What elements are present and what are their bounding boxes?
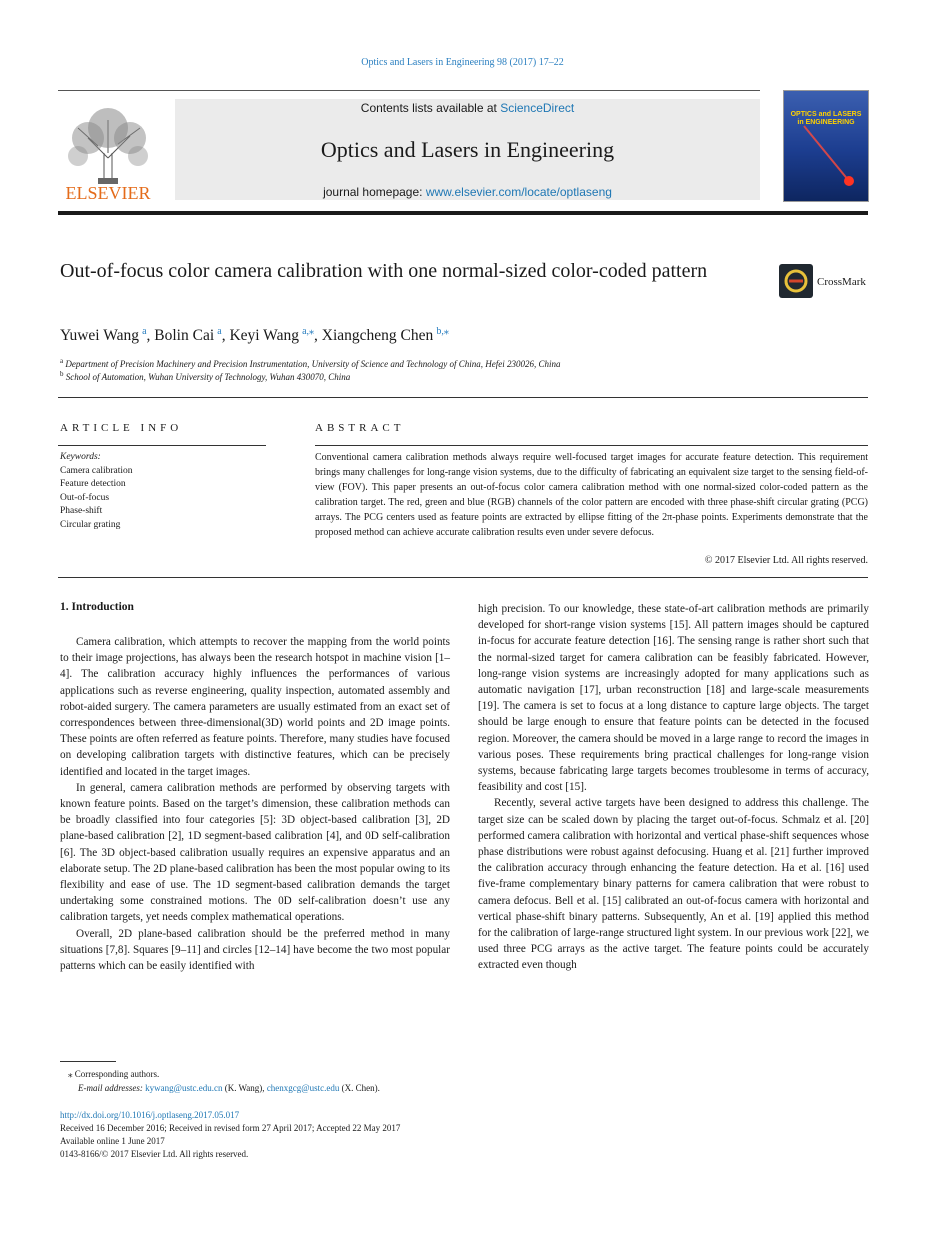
author[interactable] [60,327,147,344]
corresponding-note: ⁎ Corresponding authors. [68,1069,160,1079]
keyword: Camera calibration [60,465,133,476]
affiliation [60,357,561,369]
homepage-line [175,185,760,199]
abstract-text: Conventional camera calibration methods always require well-focused target images for accurate feature detection. This requirement brings many challenges for long-range vision systems, due to the difficulty of fabricating an equivalent size target to the sensing field-of-view (FOV). This paper presents an out-of-focus color camera calibration method with one normal-sized color-coded pattern as the calibration target. The red, green and blue (RGB) channels of the color pattern are encoded with three phase-shift circular grating (PCG) arrays. The PCG centers used as feature points are extracted by ellipse fitting of the 2π-phase points. Experiments demonstrate that the proposed method can achieve accurate calibration results even under severe defocus. [315,452,868,538]
homepage-prefix: journal homepage: [323,185,426,199]
elsevier-tree-icon [58,98,158,204]
title-block-rule [58,397,868,398]
contents-line [175,101,760,115]
keyword: Circular grating [60,519,121,530]
crossmark-icon [779,264,813,298]
homepage-link[interactable]: www.elsevier.com/locate/optlaseng [425,185,612,199]
issn-copyright: 0143-8166/© 2017 Elsevier Ltd. All rights reserved. [60,1149,249,1159]
affiliation [60,370,350,382]
affiliation-sup: a [60,357,64,365]
right-column [478,601,869,974]
body-paragraph: Recently, several active targets have been designed to address this challenge. The target size can be scaled down by placing the target out-of-focus. Schmalz et al. [20] performed camera calibration with horizontal and vertical phase-shift sequences whose phase distributions were robust against defocusing. Huang et al. [21] further improved the calibration accuracy through enhancing the feature detection. Ha et al. [16] used five-frame complementary binary patterns for camera calibration that were robust to camera defocus. Bell et al. [15] calibrated an out-of-focus camera with horizontal and vertical phase-shift binary patterns. Subsequently, An et al. [19] applied this method for the calibration of large-range structured light system. In our previous work [22], we used three PCG arrays as the active target. The feature points could be accurately extracted even though [478,797,869,972]
abstract-bottom-rule [58,577,868,578]
contents-prefix: Contents lists available at [360,101,501,115]
author-affil-sup[interactable]: b,⁎ [436,326,449,337]
doi-url[interactable]: http://dx.doi.org/10.1016/j.optlaseng.2017.05.017 [60,1110,240,1120]
author-affil-sup[interactable]: a,⁎ [302,326,315,337]
body-paragraph: high precision. To our knowledge, these state-of-art calibration methods are primarily developed for short-range vision systems [15]. All pattern images should be captured in-focus for accurate feature detection [16]. The sensing range is rather short such that the normal-sized target for camera calibration can be feasibly fabricated. However, long-range vision systems are increasingly adopted for many applications such as automatic navigation [17], urban reconstruction [18] and large-scale measurements [19]. The camera is set to focus at a long distance to capture large objects. The target should be large enough to ensure that feature points can be detected in the focused region. Moreover, the camera should be moved in a large range to record the images in various poses. These requirements bring practical challenges for long-range vision systems, because fabricating large targets becomes troublesome in terms of accuracy, feasibility and cost [15]. [478,603,869,794]
email-owner: (X. Chen). [339,1083,380,1093]
affiliation-text: Department of Precision Machinery and Precision Instrumentation, University of Science and Technology of China, Hefei 230026, China [65,359,561,369]
body-paragraph: Camera calibration, which attempts to recover the mapping from the world points to their image projections, has always been the research hotspot in machine vision [1–4]. The calibration accuracy highly influences the performances of various applications such as reverse engineering, quality inspection, automated assembly and robot-aided surgery. The camera parameters are usually estimated from an exact set of correspondences between three-dimensional(3D) world points and 2D image points. These points are often referred as feature points. Therefore, many studies have focused on developing calibration targets with distinctive features, which can be precisely identified and located in the target images. [60,636,450,778]
abstract-heading: ABSTRACT [315,422,405,434]
journal-citation[interactable]: Optics and Lasers in Engineering 98 (2017) 17–22 [361,57,564,68]
email-owner: (K. Wang), [222,1083,267,1093]
cover-laser-icon [784,91,868,201]
publisher-name: ELSEVIER [65,183,151,203]
abstract-copyright: © 2017 Elsevier Ltd. All rights reserved. [704,555,868,566]
header-bottom-rule [58,211,868,215]
paper-title: Out-of-focus color camera calibration with one normal-sized color-coded pattern [60,260,708,282]
body-paragraph: Overall, 2D plane-based calibration should be the preferred method in many situations [7,8]. Squares [9–11] and circles [12–14] have become the two most popular patterns which can be easily identified with [60,927,450,973]
crossmark-badge[interactable] [779,264,869,298]
author[interactable] [322,327,449,344]
header-top-rule [58,90,760,91]
keyword: Feature detection [60,479,126,489]
section-heading-introduction: 1. Introduction [60,601,134,613]
author-name: Xiangcheng Chen [321,327,434,345]
email-link[interactable]: kywang@ustc.edu.cn [145,1083,223,1093]
sciencedirect-link[interactable]: ScienceDirect [500,101,575,115]
affiliation-text: School of Automation, Wuhan University of Technology, Wuhan 430070, China [65,372,351,382]
crossmark-label: CrossMark [817,276,866,288]
available-online: Available online 1 June 2017 [60,1136,165,1146]
received-dates: Received 16 December 2016; Received in revised form 27 April 2017; Accepted 22 May 2017 [60,1123,401,1133]
keyword: Phase-shift [60,506,103,516]
email-link[interactable]: chenxgcg@ustc.edu [266,1083,340,1093]
author[interactable] [229,327,314,344]
footnote-rule [60,1061,116,1062]
body-paragraph: In general, camera calibration methods are performed by observing targets with known feature points. Based on the target’s dimension, these calibration methods can be broadly classified into four categories [5]: 3D object-based calibration [3], 2D plane-based calibration [2], 1D segment-based calibration [4], and 0D self-calibration [6]. The 3D object-based calibration usually requires an expensive apparatus and an elaborate setup. The 2D plane-based calibration has been the most popular owing to its flexibility and ease of use. The 1D segment-based calibration demands the target undertaking some constrained motions. The 0D self-calibration doesn’t use any calibration targets, yet needs complex mathematical operations. [60,781,450,924]
journal-masthead [175,99,760,200]
author-list: Yuwei Wang $^a$, Bolin Cai $^a$, Keyi Wang $^{a,⁎}$, Xiangcheng Chen $^{b,⁎}$ [60,326,449,345]
author-name: Bolin Cai [154,327,215,345]
author-affil-sup[interactable]: a [142,326,147,337]
doi-link[interactable] [60,1109,239,1122]
left-column [60,634,450,974]
article-info-heading: ARTICLE INFO [60,422,183,434]
keyword: Out-of-focus [60,492,110,503]
email-note [78,1082,380,1095]
email-label: E-mail addresses: [78,1083,146,1093]
keywords-block [60,451,133,532]
cover-title: OPTICS and LASERS in ENGINEERING [790,111,862,126]
author-affil-sup[interactable]: a [217,326,222,337]
journal-title: Optics and Lasers in Engineering [320,137,615,162]
elsevier-logo[interactable] [58,98,158,204]
author-name: Keyi Wang [229,327,299,345]
journal-cover[interactable] [783,90,869,202]
abstract-rule [315,445,868,446]
author-name: Yuwei Wang [60,327,139,345]
keywords-label: Keywords: [60,452,101,462]
article-info-rule [58,445,266,446]
author[interactable] [154,327,221,344]
affiliation-sup: b [60,370,64,378]
